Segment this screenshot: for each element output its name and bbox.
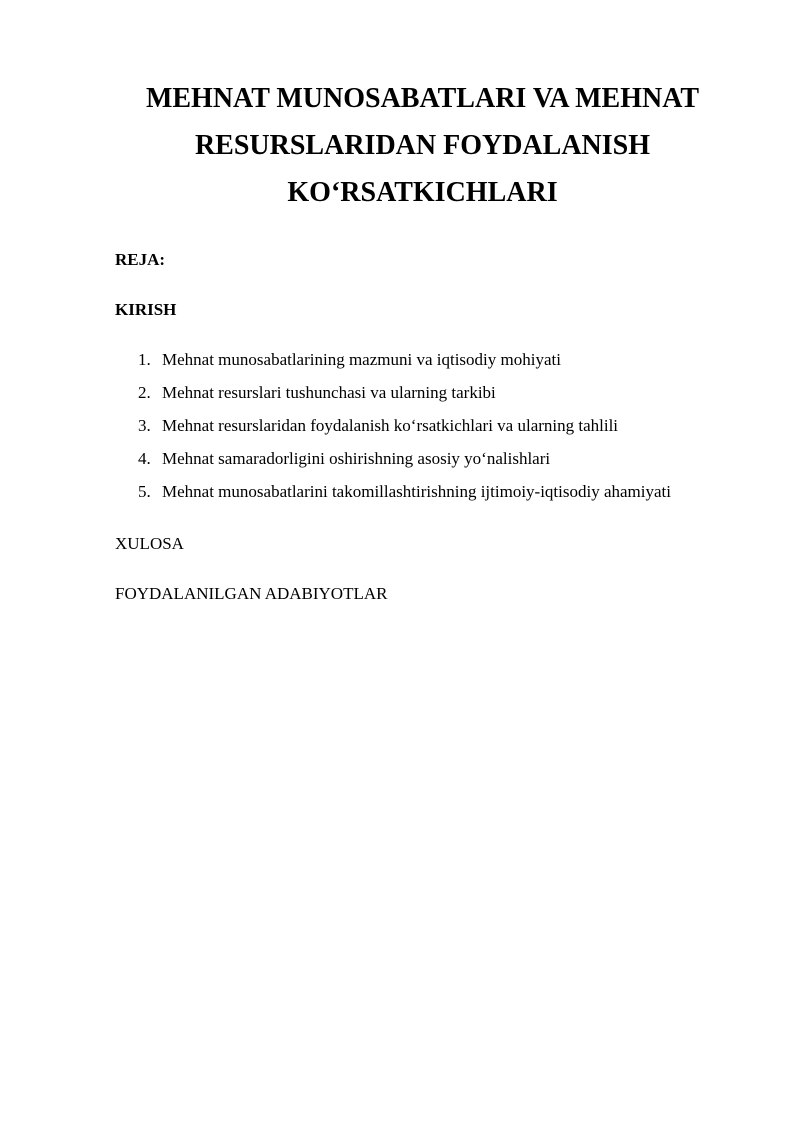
plan-item-number: 2. — [138, 383, 151, 402]
title-line-3: KO‘RSATKICHLARI — [287, 177, 558, 208]
plan-item-text: Mehnat resurslaridan foydalanish ko‘rsatkichlari va ularning tahlili — [162, 416, 619, 435]
reja-heading: REJA: — [115, 250, 166, 269]
plan-item-number: 5. — [138, 482, 151, 501]
references-heading: FOYDALANILGAN ADABIYOTLAR — [115, 584, 388, 603]
plan-item-3 — [0, 416, 800, 449]
plan-item-2 — [0, 383, 800, 416]
xulosa-heading: XULOSA — [115, 534, 184, 553]
plan-list — [0, 350, 800, 515]
plan-item-text: Mehnat munosabatlarini takomillashtirishning ijtimoiy-iqtisodiy ahamiyati — [162, 482, 671, 501]
plan-item-text: Mehnat samaradorligini oshirishning asosiy yo‘nalishlari — [162, 449, 551, 468]
plan-item-1 — [0, 350, 800, 383]
plan-item-number: 3. — [138, 416, 151, 435]
plan-item-text: Mehnat resurslari tushunchasi va ularning tarkibi — [162, 383, 496, 402]
title-line-2: RESURSLARIDAN FOYDALANISH — [194, 130, 651, 161]
plan-item-text: Mehnat munosabatlarining mazmuni va iqtisodiy mohiyati — [162, 350, 561, 369]
kirish-heading: KIRISH — [115, 300, 177, 319]
document-title — [110, 75, 735, 216]
plan-item-number: 1. — [138, 350, 151, 369]
plan-item-5 — [0, 482, 800, 515]
plan-item-number: 4. — [138, 449, 151, 468]
title-line-1: MEHNAT MUNOSABATLARI VA MEHNAT — [145, 83, 700, 114]
plan-item-4 — [0, 449, 800, 482]
